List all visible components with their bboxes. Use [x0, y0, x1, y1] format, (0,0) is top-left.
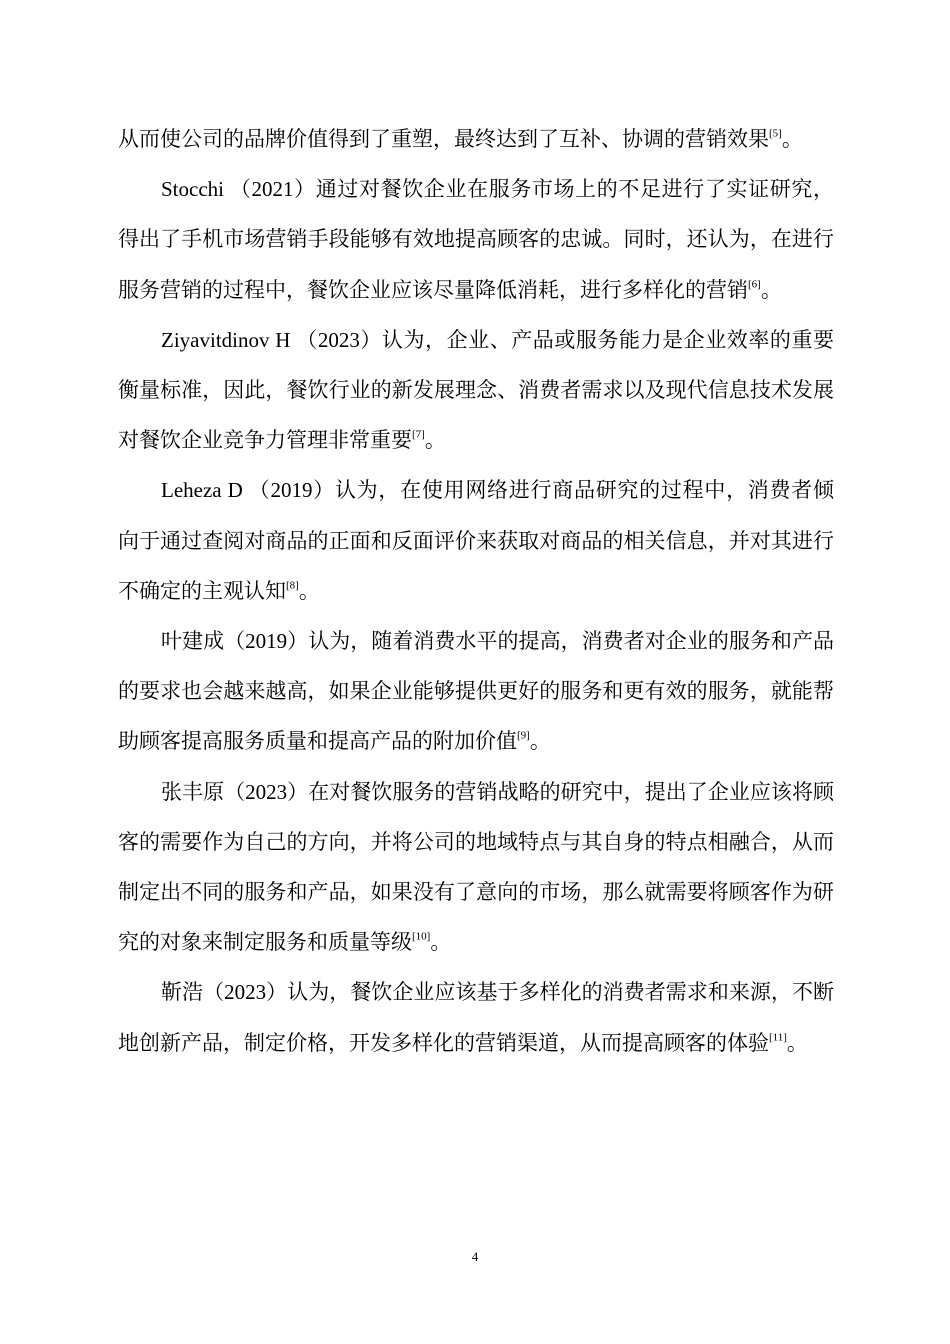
citation-mark: [9] — [517, 730, 530, 743]
paragraph-text: 认为，在使用网络进行商品研究的过程中，消费者倾向于通过查阅对商品的正面和反面评价来获取对商品的相关信息，并对其进行不确定的主观认知 — [118, 478, 835, 603]
paragraph-lead: 靳浩（2023） — [161, 980, 288, 1005]
paragraph-lead: 叶建成（2019） — [161, 629, 309, 654]
citation-mark: [8] — [286, 579, 299, 592]
paragraph — [118, 465, 834, 616]
document-body — [118, 114, 834, 1068]
paragraph — [118, 315, 834, 466]
paragraph — [118, 114, 834, 164]
citation-mark: [11] — [769, 1031, 787, 1044]
paragraph-lead: 张丰原（2023） — [161, 779, 309, 804]
paragraph-text: 认为，企业、产品或服务能力是企业效率的重要衡量标准，因此，餐饮行业的新发展理念、消费者需求以及现代信息技术发展对餐饮企业竞争力管理非常重要 — [118, 327, 834, 453]
citation-mark: [10] — [412, 930, 431, 943]
paragraph-text: 通过对餐饮企业在服务市场上的不足进行了实证研究，得出了手机市场营销手段能够有效地提高顾客的忠诚。同时，还认为，在进行服务营销的过程中，餐饮企业应该尽量降低消耗，进行多样化的营销 — [118, 177, 835, 302]
paragraph-tail: 。 — [529, 729, 551, 754]
paragraph-tail: 。 — [430, 930, 452, 955]
paragraph-lead: Stocchi （2021） — [161, 177, 316, 202]
citation-mark: [7] — [412, 428, 425, 441]
page-number: 4 — [471, 1249, 479, 1264]
citation-mark: [5] — [769, 127, 782, 140]
paragraph-tail: 。 — [760, 277, 782, 302]
paragraph-tail: 。 — [298, 578, 320, 603]
paragraph-tail: 。 — [781, 127, 803, 151]
paragraph-text: 认为，随着消费水平的提高，消费者对企业的服务和产品的要求也会越来越高，如果企业能够提供更好的服务和更有效的服务，就能帮助顾客提高服务质量和提高产品的附加价值 — [118, 629, 835, 754]
paragraph-lead: Ziyavitdinov H （2023） — [161, 327, 382, 352]
paragraph — [118, 767, 834, 968]
paragraph — [118, 616, 834, 767]
paragraph-text: 在对餐饮服务的营销战略的研究中，提出了企业应该将顾客的需要作为自己的方向，并将公司的地域特点与其自身的特点相融合，从而制定出不同的服务和产品，如果没有了意向的市场，那么就需要将顾客作为研究的对象来制定服务和质量等级 — [118, 779, 835, 955]
paragraph — [118, 967, 834, 1067]
paragraph-text: 从而使公司的品牌价值得到了重塑，最终达到了互补、协调的营销效果 — [118, 127, 769, 151]
paragraph-tail: 。 — [424, 428, 446, 453]
paragraph-tail: 。 — [786, 1030, 808, 1055]
paragraph-text: 认为，餐饮企业应该基于多样化的消费者需求和来源，不断地创新产品，制定价格，开发多样化的营销渠道，从而提高顾客的体验 — [118, 980, 835, 1055]
citation-mark: [6] — [748, 278, 761, 291]
paragraph — [118, 164, 834, 315]
paragraph-lead: Leheza D （2019） — [161, 478, 335, 503]
